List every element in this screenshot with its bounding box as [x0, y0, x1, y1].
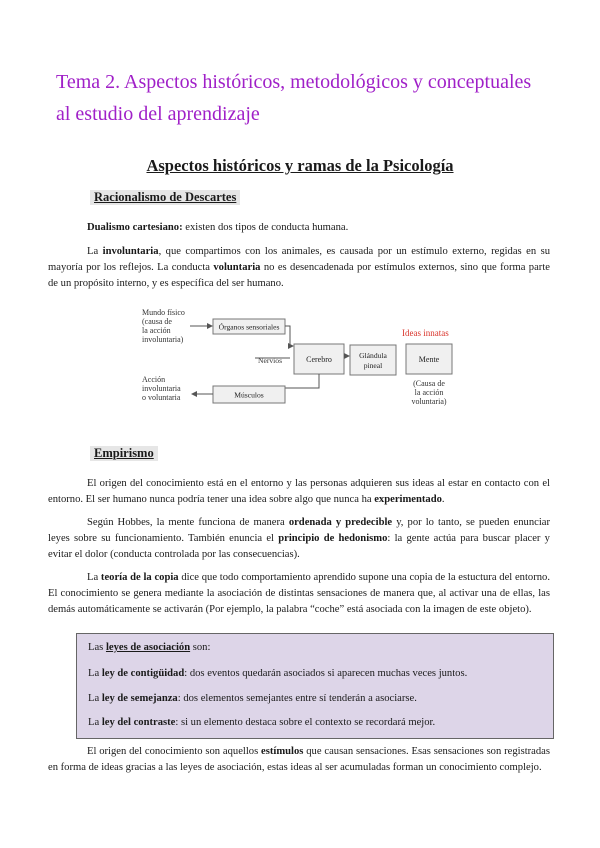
- label-mundo-fisico-4: involuntaria): [142, 335, 184, 344]
- paragraph-origen: El origen del conocimiento está en el entorno y las personas adquieren sus ideas al estar en contacto con el entorno. El ser humano nunca podría tener una idea sobre algo que nunca ha experimentado.: [48, 478, 550, 505]
- label-causa-1: (Causa de: [413, 379, 445, 388]
- ley-contiguidad: La ley de contigüidad: dos eventos quedarán asociados si aparecen muchas veces juntos.: [88, 668, 468, 679]
- label-mundo-fisico-3: la acción: [142, 326, 171, 335]
- label-accion-3: o voluntaria: [142, 393, 181, 402]
- paragraph-hobbes: Según Hobbes, la mente funciona de manera ordenada y predecible y, por lo tanto, se pueden enunciar leyes sobre su funcionamiento. También enuncia el principio de hedonismo: la gente actúa para buscar placer y evitar el dolor (conducta controlada por las consecuencias).: [48, 517, 550, 560]
- label-mundo-fisico-2: (causa de: [142, 317, 172, 326]
- leyes-asociacion-box: [76, 633, 554, 739]
- heading-racionalismo: Racionalismo de Descartes: [90, 190, 240, 205]
- heading-empirismo: Empirismo: [90, 446, 158, 461]
- section-title: Aspectos históricos y ramas de la Psicología: [146, 156, 454, 175]
- label-accion-1: Acción: [142, 375, 166, 384]
- term-ordenada: ordenada y predecible: [288, 517, 393, 528]
- term-leyes-asociacion: leyes de asociación: [105, 642, 191, 653]
- paragraph-dualismo: Dualismo cartesiano: existen dos tipos de conducta humana.: [87, 222, 349, 233]
- label-glandula-2: pineal: [363, 361, 383, 370]
- term-contraste: ley del contraste: [101, 717, 176, 728]
- label-ideas-innatas: Ideas innatas: [402, 328, 449, 338]
- paragraph-final: El origen del conocimiento son aquellos estímulos que causan sensaciones. Esas sensaciones son registradas en forma de ideas gracias a las leyes de asociación, estas ideas al ser acumuladas forman un conocimiento complejo.: [48, 746, 550, 773]
- arrow-organos-cerebro: [285, 326, 293, 346]
- label-accion-2: involuntaria: [142, 384, 181, 393]
- paragraph-conducta: La involuntaria, que compartimos con los animales, es causada por un estímulo externo, regidas en su mayoría por los reflejos. La conducta voluntaria no es desencadenada por estímulos externos, sino que forma parte de un propósito interno, y es específica del ser humano.: [48, 246, 550, 289]
- label-musculos: Músculos: [234, 390, 264, 400]
- term-semejanza: ley de semejanza: [101, 693, 178, 704]
- term-experimentado: experimentado: [374, 494, 442, 505]
- leyes-intro: Las leyes de asociación son:: [88, 642, 211, 653]
- descartes-diagram: [140, 306, 460, 414]
- title-line-2: al estudio del aprendizaje: [56, 103, 260, 125]
- term-involuntaria: involuntaria: [102, 246, 159, 257]
- term-dualismo: Dualismo cartesiano:: [87, 222, 183, 233]
- label-glandula-1: Glándula: [359, 351, 387, 360]
- document-title: [56, 66, 576, 130]
- label-mente: Mente: [418, 355, 440, 364]
- box-glandula: [350, 345, 396, 375]
- term-contiguidad: ley de contigüidad: [101, 668, 185, 679]
- label-nervios: Nervios: [258, 356, 283, 365]
- paragraph-copia: La teoría de la copia dice que todo comportamiento aprendido supone una copia de la estuctura del entorno. El conocimiento se genera mediante la asociación de distintas sensaciones de manera que, al activar una de ellas, las demás automáticamente se activarán (Por ejemplo, la palabra “coche” está asociada con la imagen de este objeto).: [48, 572, 550, 615]
- term-hedonismo: principio de hedonismo: [278, 533, 388, 544]
- label-causa-2: la acción: [414, 388, 444, 397]
- label-mundo-fisico-1: Mundo físico: [142, 308, 185, 317]
- title-line-1: Tema 2. Aspectos históricos, metodológicos y conceptuales: [56, 71, 532, 93]
- ley-contraste: La ley del contraste: si un elemento destaca sobre el contexto se recordará mejor.: [88, 717, 436, 728]
- label-causa-3: voluntaria): [411, 397, 447, 406]
- term-teoria-copia: teoría de la copia: [100, 572, 179, 583]
- label-cerebro: Cerebro: [306, 355, 332, 364]
- term-voluntaria: voluntaria: [213, 262, 261, 273]
- ley-semejanza: La ley de semejanza: dos elementos semejantes entre sí tenderán a asociarse.: [88, 693, 417, 704]
- term-estimulos: estímulos: [261, 746, 304, 757]
- label-organos: Órganos sensoriales: [218, 322, 280, 332]
